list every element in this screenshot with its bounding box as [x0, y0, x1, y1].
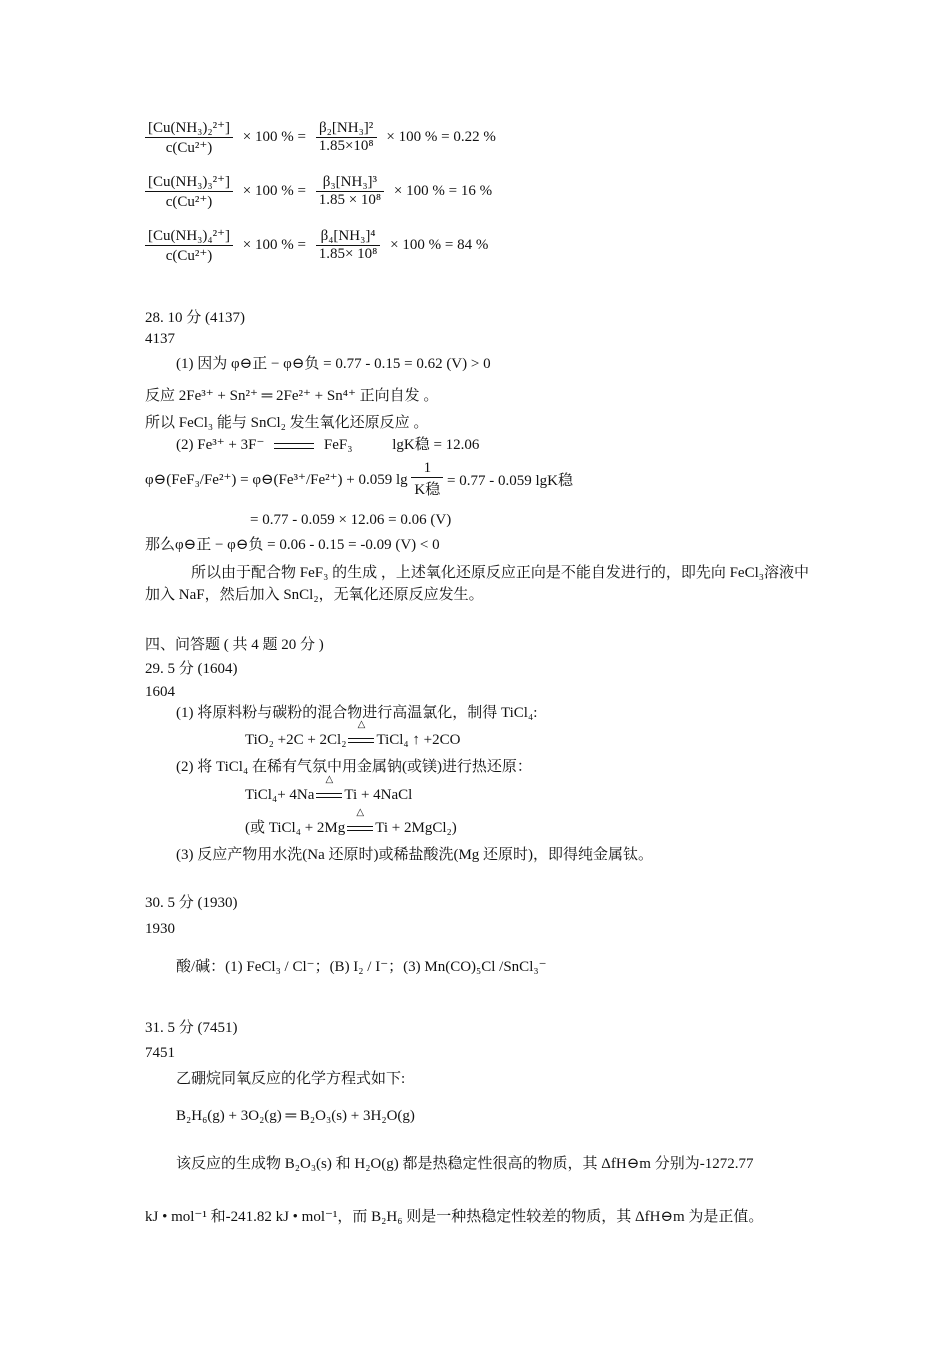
q29-eq3: [245, 819, 457, 837]
fraction-rhs: [316, 174, 384, 209]
fraction-rhs: [316, 120, 377, 155]
q30-code: 1930: [145, 921, 175, 937]
fraction-lhs: [145, 226, 233, 265]
q28-line2: 反应 2Fe³⁺ + Sn²⁺ ═ 2Fe²⁺ + Sn⁴⁺ 正向自发 。: [145, 388, 439, 404]
fraction-row-1: [145, 118, 496, 157]
fraction-row-3: [145, 226, 488, 265]
q28-code: 4137: [145, 331, 175, 347]
q28-line4: [176, 436, 479, 454]
multiplier: × 100 % =: [242, 129, 306, 145]
fraction-rhs: [316, 228, 381, 263]
fraction-denominator: c(Cu²⁺): [165, 194, 213, 210]
q29-header: 29. 5 分 (1604): [145, 661, 238, 677]
q29-code: 1604: [145, 684, 175, 700]
result: × 100 % = 0.22 %: [386, 129, 496, 145]
heat-triangle-icon: [346, 731, 376, 749]
q31-header: 31. 5 分 (7451): [145, 1020, 238, 1036]
fraction-numerator: β₂[NH₃]²: [316, 120, 377, 138]
equation-rhs: Ti + 2MgCl₂): [375, 820, 457, 836]
fraction-denominator: c(Cu²⁺): [165, 140, 213, 156]
equation-rhs: Ti + 4NaCl: [344, 787, 413, 803]
q30-line: 酸/碱：(1) FeCl₃ / Cl⁻；(B) I₂ / I⁻；(3) Mn(CO)₅Cl /SnCl₃⁻: [176, 959, 547, 975]
multiplier: × 100 % =: [242, 237, 306, 253]
fraction-numerator: [Cu(NH₃)₂²⁺]: [145, 118, 233, 138]
fraction-denominator: K稳: [414, 482, 441, 498]
fraction-numerator: 1: [411, 460, 443, 478]
equilibrium-reactants: (2) Fe³⁺ + 3F⁻: [176, 437, 265, 453]
fraction-numerator: β₃[NH₃]³: [316, 174, 384, 192]
multiplier: × 100 % =: [242, 183, 306, 199]
q31-para1: 该反应的生成物 B₂O₃(s) 和 H₂O(g) 都是热稳定性很高的物质，其 ΔfH⊖m 分别为-1272.77: [176, 1156, 754, 1172]
heat-triangle-icon: [314, 786, 344, 804]
log-fraction: [411, 460, 443, 499]
q30-header: 30. 5 分 (1930): [145, 895, 238, 911]
q28-line6: = 0.77 - 0.059 × 12.06 = 0.06 (V): [250, 512, 452, 528]
q28-line5: [145, 460, 573, 499]
fraction-numerator: β₄[NH₃]⁴: [316, 228, 381, 246]
q29-eq2: [245, 786, 412, 804]
fraction-numerator: [Cu(NH₃)₃²⁺]: [145, 172, 233, 192]
potential-result: = 0.77 - 0.059 lgK稳: [447, 473, 573, 489]
fraction-denominator: 1.85× 10⁸: [318, 246, 378, 262]
q31-code: 7451: [145, 1045, 175, 1061]
equation-lhs: TiCl₄+ 4Na: [245, 787, 315, 803]
section-title: 四、问答题 ( 共 4 题 20 分 ): [145, 637, 324, 653]
potential-expression: φ⊖(FeF₃/Fe²⁺) = φ⊖(Fe³⁺/Fe²⁺) + 0.059 lg: [145, 472, 408, 488]
equation-rhs: TiCl₄ ↑ +2CO: [376, 732, 461, 748]
q31-equation: B₂H₆(g) + 3O₂(g) ═ B₂O₃(s) + 3H₂O(g): [176, 1108, 415, 1124]
q28-header: 28. 10 分 (4137): [145, 310, 245, 326]
equation-lhs: (或 TiCl₄ + 2Mg: [245, 820, 346, 836]
q29-step3: (3) 反应产物用水洗(Na 还原时)或稀盐酸洗(Mg 还原时)，即得纯金属钛。: [176, 847, 654, 863]
q31-para2: kJ • mol⁻¹ 和-241.82 kJ • mol⁻¹，而 B₂H₆ 则是一种热稳定性较差的物质，其 ΔfH⊖m 为是正值。: [145, 1209, 764, 1225]
result: × 100 % = 84 %: [390, 237, 489, 253]
q29-step1: (1) 将原料粉与碳粉的混合物进行高温氯化，制得 TiCl₄:: [176, 705, 538, 721]
fraction-lhs: [145, 118, 233, 157]
fraction-denominator: 1.85 × 10⁸: [318, 192, 382, 208]
q28-line1: (1) 因为 φ⊖正 − φ⊖负 = 0.77 - 0.15 = 0.62 (V) > 0: [176, 356, 491, 372]
fraction-denominator: c(Cu²⁺): [165, 248, 213, 264]
q29-eq1: [245, 731, 460, 749]
fraction-denominator: 1.85×10⁸: [318, 138, 374, 154]
stability-constant: lgK稳 = 12.06: [392, 437, 480, 453]
q28-conclusion: 所以由于配合物 FeF₃ 的生成 ，上述氧化还原反应正向是不能自发进行的，即先向 FeCl₃溶液中加入 NaF，然后加入 SnCl₂，无氧化还原反应发生。: [145, 565, 809, 603]
equilibrium-arrow-icon: [274, 442, 314, 450]
heat-triangle-icon: [345, 819, 375, 837]
fraction-row-2: [145, 172, 492, 211]
equilibrium-product: FeF₃: [323, 437, 353, 453]
q29-step2: (2) 将 TiCl₄ 在稀有气氛中用金属钠(或镁)进行热还原：: [176, 759, 532, 775]
q28-line3: 所以 FeCl₃ 能与 SnCl₂ 发生氧化还原反应 。: [145, 415, 429, 431]
fraction-numerator: [Cu(NH₃)₄²⁺]: [145, 226, 233, 246]
result: × 100 % = 16 %: [393, 183, 493, 199]
equation-lhs: TiO₂ +2C + 2Cl₂: [245, 732, 347, 748]
q28-line7: 那么φ⊖正 − φ⊖负 = 0.06 - 0.15 = -0.09 (V) < 0: [145, 537, 440, 553]
q31-intro: 乙硼烷同氧反应的化学方程式如下:: [176, 1071, 406, 1087]
fraction-lhs: [145, 172, 233, 211]
